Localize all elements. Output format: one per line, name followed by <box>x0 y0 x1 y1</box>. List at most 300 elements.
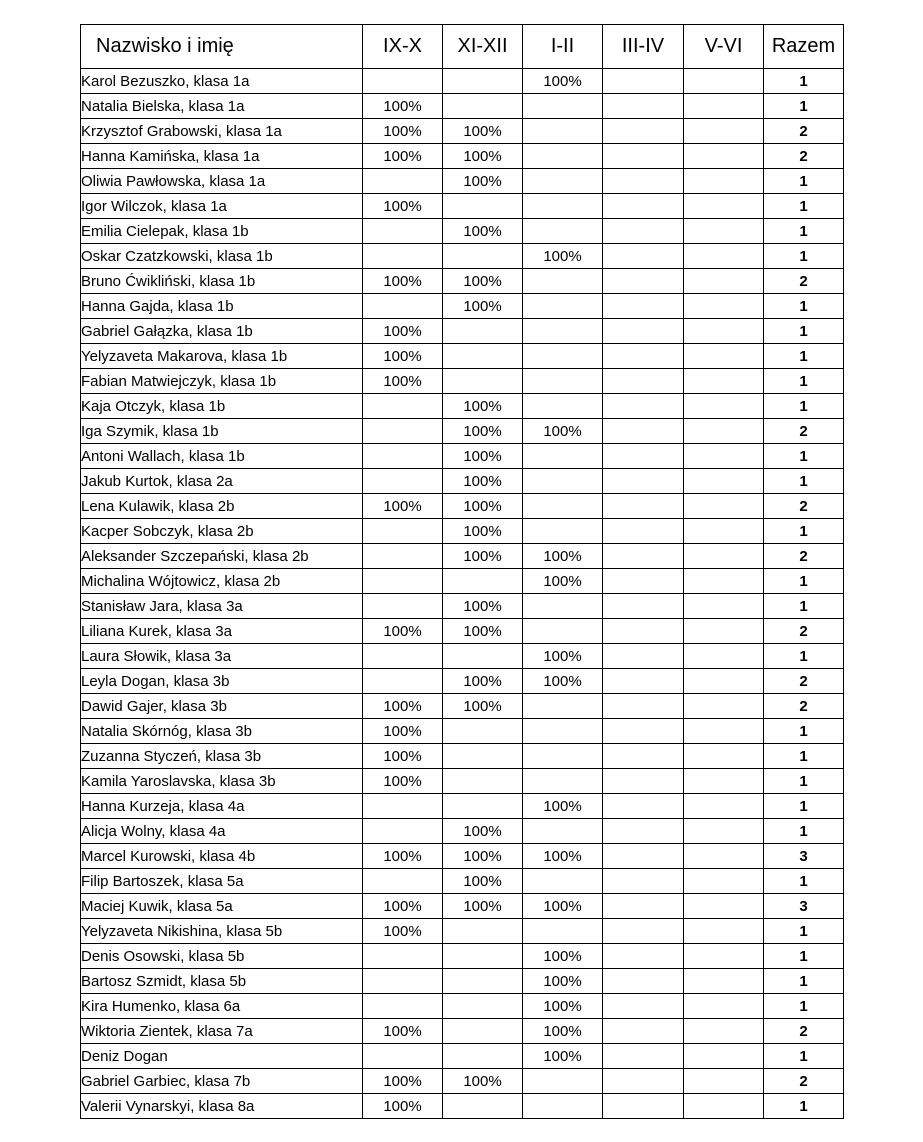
i-ii-cell: 100% <box>523 994 603 1019</box>
i-ii-cell <box>523 119 603 144</box>
iii-iv-cell <box>603 594 684 619</box>
i-ii-cell: 100% <box>523 644 603 669</box>
ix-x-cell: 100% <box>363 1069 443 1094</box>
student-name-cell: Fabian Matwiejczyk, klasa 1b <box>81 369 363 394</box>
total-cell: 1 <box>764 969 844 994</box>
v-vi-cell <box>684 1019 764 1044</box>
v-vi-cell <box>684 444 764 469</box>
ix-x-cell <box>363 294 443 319</box>
ix-x-cell <box>363 469 443 494</box>
table-row <box>81 869 844 894</box>
iii-iv-cell <box>603 1069 684 1094</box>
table-row <box>81 144 844 169</box>
i-ii-cell <box>523 619 603 644</box>
xi-xii-cell <box>443 919 523 944</box>
student-name-cell: Zuzanna Styczeń, klasa 3b <box>81 744 363 769</box>
i-ii-cell: 100% <box>523 569 603 594</box>
total-cell: 1 <box>764 919 844 944</box>
table-row <box>81 844 844 869</box>
i-ii-cell <box>523 194 603 219</box>
total-cell: 1 <box>764 369 844 394</box>
ix-x-cell: 100% <box>363 844 443 869</box>
v-vi-cell <box>684 994 764 1019</box>
v-vi-cell <box>684 794 764 819</box>
iii-iv-cell <box>603 944 684 969</box>
table-row <box>81 769 844 794</box>
table-row <box>81 594 844 619</box>
ix-x-cell <box>363 994 443 1019</box>
total-cell: 2 <box>764 669 844 694</box>
xi-xii-cell <box>443 569 523 594</box>
student-name-cell: Bartosz Szmidt, klasa 5b <box>81 969 363 994</box>
v-vi-cell <box>684 294 764 319</box>
v-vi-cell <box>684 269 764 294</box>
i-ii-cell <box>523 1069 603 1094</box>
total-cell: 1 <box>764 594 844 619</box>
student-name-cell: Yelyzaveta Nikishina, klasa 5b <box>81 919 363 944</box>
i-ii-cell <box>523 919 603 944</box>
xi-xii-cell <box>443 194 523 219</box>
v-vi-cell <box>684 569 764 594</box>
iii-iv-cell <box>603 1019 684 1044</box>
student-name-cell: Wiktoria Zientek, klasa 7a <box>81 1019 363 1044</box>
student-name-cell: Stanisław Jara, klasa 3a <box>81 594 363 619</box>
iii-iv-cell <box>603 719 684 744</box>
table-row <box>81 1094 844 1119</box>
i-ii-cell <box>523 769 603 794</box>
table-row <box>81 969 844 994</box>
i-ii-cell <box>523 219 603 244</box>
table-row <box>81 219 844 244</box>
student-name-cell: Krzysztof Grabowski, klasa 1a <box>81 119 363 144</box>
iii-iv-cell <box>603 669 684 694</box>
total-cell: 1 <box>764 744 844 769</box>
xi-xii-cell <box>443 719 523 744</box>
iii-iv-cell <box>603 744 684 769</box>
xi-xii-cell: 100% <box>443 519 523 544</box>
v-vi-cell <box>684 244 764 269</box>
total-cell: 1 <box>764 794 844 819</box>
total-cell: 1 <box>764 294 844 319</box>
v-vi-cell <box>684 219 764 244</box>
iii-iv-cell <box>603 394 684 419</box>
xi-xii-cell <box>443 969 523 994</box>
student-name-cell: Kamila Yaroslavska, klasa 3b <box>81 769 363 794</box>
table-row <box>81 994 844 1019</box>
v-vi-cell <box>684 319 764 344</box>
ix-x-cell <box>363 244 443 269</box>
total-cell: 1 <box>764 819 844 844</box>
xi-xii-cell <box>443 794 523 819</box>
iii-iv-cell <box>603 169 684 194</box>
v-vi-cell <box>684 844 764 869</box>
v-vi-cell <box>684 669 764 694</box>
table-header <box>81 25 844 69</box>
student-name-cell: Liliana Kurek, klasa 3a <box>81 619 363 644</box>
ix-x-cell: 100% <box>363 769 443 794</box>
iii-iv-cell <box>603 1044 684 1069</box>
table-row <box>81 519 844 544</box>
iii-iv-cell <box>603 619 684 644</box>
student-name-cell: Laura Słowik, klasa 3a <box>81 644 363 669</box>
v-vi-cell <box>684 969 764 994</box>
student-name-cell: Michalina Wójtowicz, klasa 2b <box>81 569 363 594</box>
student-name-cell: Kacper Sobczyk, klasa 2b <box>81 519 363 544</box>
iii-iv-cell <box>603 794 684 819</box>
iii-iv-cell <box>603 369 684 394</box>
v-vi-cell <box>684 944 764 969</box>
ix-x-cell <box>363 644 443 669</box>
i-ii-cell <box>523 144 603 169</box>
ix-x-cell: 100% <box>363 719 443 744</box>
table-row <box>81 269 844 294</box>
student-name-cell: Iga Szymik, klasa 1b <box>81 419 363 444</box>
v-vi-cell <box>684 694 764 719</box>
iii-iv-cell <box>603 244 684 269</box>
ix-x-cell: 100% <box>363 369 443 394</box>
ix-x-cell <box>363 519 443 544</box>
xi-xii-cell: 100% <box>443 869 523 894</box>
i-ii-cell <box>523 94 603 119</box>
iii-iv-cell <box>603 844 684 869</box>
total-cell: 1 <box>764 569 844 594</box>
student-name-cell: Antoni Wallach, klasa 1b <box>81 444 363 469</box>
v-vi-cell <box>684 1094 764 1119</box>
xi-xii-cell <box>443 994 523 1019</box>
ix-x-cell <box>363 394 443 419</box>
iii-iv-cell <box>603 319 684 344</box>
student-name-cell: Kaja Otczyk, klasa 1b <box>81 394 363 419</box>
student-name-cell: Bruno Ćwikliński, klasa 1b <box>81 269 363 294</box>
iii-iv-cell <box>603 869 684 894</box>
v-vi-cell <box>684 619 764 644</box>
xi-xii-cell: 100% <box>443 619 523 644</box>
student-name-cell: Hanna Gajda, klasa 1b <box>81 294 363 319</box>
iii-iv-cell <box>603 469 684 494</box>
total-cell: 1 <box>764 1094 844 1119</box>
header-iii-iv: III-IV <box>603 25 684 69</box>
i-ii-cell <box>523 369 603 394</box>
i-ii-cell <box>523 394 603 419</box>
total-cell: 1 <box>764 194 844 219</box>
iii-iv-cell <box>603 419 684 444</box>
iii-iv-cell <box>603 544 684 569</box>
iii-iv-cell <box>603 294 684 319</box>
v-vi-cell <box>684 94 764 119</box>
total-cell: 1 <box>764 169 844 194</box>
xi-xii-cell <box>443 319 523 344</box>
table-row <box>81 344 844 369</box>
v-vi-cell <box>684 719 764 744</box>
v-vi-cell <box>684 369 764 394</box>
table-row <box>81 744 844 769</box>
table-row <box>81 694 844 719</box>
i-ii-cell <box>523 319 603 344</box>
table-row <box>81 919 844 944</box>
total-cell: 1 <box>764 769 844 794</box>
table-row <box>81 369 844 394</box>
header-xi-xii: XI-XII <box>443 25 523 69</box>
student-name-cell: Aleksander Szczepański, klasa 2b <box>81 544 363 569</box>
table-body <box>81 69 844 1119</box>
total-cell: 2 <box>764 494 844 519</box>
i-ii-cell: 100% <box>523 844 603 869</box>
xi-xii-cell <box>443 94 523 119</box>
i-ii-cell <box>523 719 603 744</box>
header-row <box>81 25 844 69</box>
table-row <box>81 619 844 644</box>
student-name-cell: Natalia Bielska, klasa 1a <box>81 94 363 119</box>
ix-x-cell: 100% <box>363 94 443 119</box>
total-cell: 2 <box>764 694 844 719</box>
student-name-cell: Gabriel Gałązka, klasa 1b <box>81 319 363 344</box>
iii-iv-cell <box>603 119 684 144</box>
iii-iv-cell <box>603 694 684 719</box>
ix-x-cell: 100% <box>363 269 443 294</box>
table-row <box>81 944 844 969</box>
v-vi-cell <box>684 344 764 369</box>
iii-iv-cell <box>603 569 684 594</box>
xi-xii-cell: 100% <box>443 419 523 444</box>
ix-x-cell <box>363 444 443 469</box>
student-name-cell: Hanna Kurzeja, klasa 4a <box>81 794 363 819</box>
i-ii-cell <box>523 294 603 319</box>
i-ii-cell <box>523 744 603 769</box>
table-row <box>81 294 844 319</box>
header-i-ii: I-II <box>523 25 603 69</box>
iii-iv-cell <box>603 1094 684 1119</box>
v-vi-cell <box>684 394 764 419</box>
total-cell: 1 <box>764 994 844 1019</box>
student-name-cell: Yelyzaveta Makarova, klasa 1b <box>81 344 363 369</box>
total-cell: 2 <box>764 619 844 644</box>
total-cell: 2 <box>764 269 844 294</box>
v-vi-cell <box>684 894 764 919</box>
total-cell: 2 <box>764 419 844 444</box>
student-name-cell: Gabriel Garbiec, klasa 7b <box>81 1069 363 1094</box>
total-cell: 1 <box>764 944 844 969</box>
student-name-cell: Hanna Kamińska, klasa 1a <box>81 144 363 169</box>
header-total: Razem <box>764 25 844 69</box>
xi-xii-cell: 100% <box>443 819 523 844</box>
v-vi-cell <box>684 919 764 944</box>
table-row <box>81 1069 844 1094</box>
ix-x-cell: 100% <box>363 919 443 944</box>
i-ii-cell: 100% <box>523 944 603 969</box>
ix-x-cell <box>363 1044 443 1069</box>
v-vi-cell <box>684 119 764 144</box>
v-vi-cell <box>684 819 764 844</box>
xi-xii-cell: 100% <box>443 144 523 169</box>
total-cell: 1 <box>764 869 844 894</box>
xi-xii-cell: 100% <box>443 594 523 619</box>
xi-xii-cell: 100% <box>443 444 523 469</box>
v-vi-cell <box>684 494 764 519</box>
i-ii-cell: 100% <box>523 969 603 994</box>
ix-x-cell <box>363 419 443 444</box>
i-ii-cell: 100% <box>523 894 603 919</box>
table-row <box>81 819 844 844</box>
student-name-cell: Igor Wilczok, klasa 1a <box>81 194 363 219</box>
iii-iv-cell <box>603 444 684 469</box>
student-name-cell: Denis Osowski, klasa 5b <box>81 944 363 969</box>
ix-x-cell <box>363 219 443 244</box>
iii-iv-cell <box>603 894 684 919</box>
student-name-cell: Karol Bezuszko, klasa 1a <box>81 69 363 94</box>
total-cell: 2 <box>764 1019 844 1044</box>
table-row <box>81 1044 844 1069</box>
ix-x-cell <box>363 869 443 894</box>
xi-xii-cell: 100% <box>443 844 523 869</box>
xi-xii-cell: 100% <box>443 394 523 419</box>
table-row <box>81 1019 844 1044</box>
v-vi-cell <box>684 1069 764 1094</box>
student-name-cell: Lena Kulawik, klasa 2b <box>81 494 363 519</box>
xi-xii-cell <box>443 244 523 269</box>
total-cell: 2 <box>764 144 844 169</box>
student-name-cell: Natalia Skórnóg, klasa 3b <box>81 719 363 744</box>
total-cell: 1 <box>764 394 844 419</box>
table-row <box>81 244 844 269</box>
iii-iv-cell <box>603 69 684 94</box>
ix-x-cell: 100% <box>363 619 443 644</box>
student-name-cell: Oskar Czatzkowski, klasa 1b <box>81 244 363 269</box>
student-name-cell: Leyla Dogan, klasa 3b <box>81 669 363 694</box>
table-row <box>81 69 844 94</box>
ix-x-cell <box>363 669 443 694</box>
xi-xii-cell: 100% <box>443 269 523 294</box>
xi-xii-cell <box>443 944 523 969</box>
xi-xii-cell: 100% <box>443 119 523 144</box>
table-row <box>81 894 844 919</box>
i-ii-cell: 100% <box>523 544 603 569</box>
v-vi-cell <box>684 519 764 544</box>
ix-x-cell: 100% <box>363 744 443 769</box>
i-ii-cell <box>523 269 603 294</box>
student-name-cell: Emilia Cielepak, klasa 1b <box>81 219 363 244</box>
table-row <box>81 544 844 569</box>
v-vi-cell <box>684 544 764 569</box>
table-row <box>81 169 844 194</box>
student-name-cell: Marcel Kurowski, klasa 4b <box>81 844 363 869</box>
table-row <box>81 669 844 694</box>
student-name-cell: Alicja Wolny, klasa 4a <box>81 819 363 844</box>
i-ii-cell <box>523 169 603 194</box>
xi-xii-cell: 100% <box>443 1069 523 1094</box>
iii-iv-cell <box>603 269 684 294</box>
i-ii-cell: 100% <box>523 1044 603 1069</box>
total-cell: 1 <box>764 519 844 544</box>
total-cell: 2 <box>764 544 844 569</box>
xi-xii-cell: 100% <box>443 544 523 569</box>
ix-x-cell <box>363 544 443 569</box>
total-cell: 1 <box>764 719 844 744</box>
student-name-cell: Jakub Kurtok, klasa 2a <box>81 469 363 494</box>
table-row <box>81 569 844 594</box>
xi-xii-cell <box>443 69 523 94</box>
ix-x-cell: 100% <box>363 494 443 519</box>
v-vi-cell <box>684 194 764 219</box>
header-v-vi: V-VI <box>684 25 764 69</box>
iii-iv-cell <box>603 969 684 994</box>
ix-x-cell: 100% <box>363 319 443 344</box>
ix-x-cell: 100% <box>363 894 443 919</box>
v-vi-cell <box>684 869 764 894</box>
ix-x-cell <box>363 594 443 619</box>
i-ii-cell <box>523 594 603 619</box>
ix-x-cell: 100% <box>363 119 443 144</box>
total-cell: 1 <box>764 444 844 469</box>
i-ii-cell <box>523 444 603 469</box>
table-row <box>81 394 844 419</box>
i-ii-cell <box>523 869 603 894</box>
xi-xii-cell <box>443 1019 523 1044</box>
xi-xii-cell <box>443 644 523 669</box>
v-vi-cell <box>684 469 764 494</box>
i-ii-cell <box>523 469 603 494</box>
v-vi-cell <box>684 1044 764 1069</box>
total-cell: 1 <box>764 69 844 94</box>
ix-x-cell <box>363 794 443 819</box>
ix-x-cell <box>363 819 443 844</box>
xi-xii-cell: 100% <box>443 894 523 919</box>
v-vi-cell <box>684 744 764 769</box>
xi-xii-cell <box>443 369 523 394</box>
xi-xii-cell: 100% <box>443 669 523 694</box>
xi-xii-cell: 100% <box>443 694 523 719</box>
i-ii-cell <box>523 494 603 519</box>
ix-x-cell <box>363 944 443 969</box>
iii-iv-cell <box>603 919 684 944</box>
xi-xii-cell <box>443 1094 523 1119</box>
total-cell: 1 <box>764 644 844 669</box>
student-name-cell: Valerii Vynarskyi, klasa 8a <box>81 1094 363 1119</box>
i-ii-cell <box>523 819 603 844</box>
ix-x-cell: 100% <box>363 194 443 219</box>
total-cell: 1 <box>764 469 844 494</box>
v-vi-cell <box>684 594 764 619</box>
table-row <box>81 319 844 344</box>
i-ii-cell: 100% <box>523 669 603 694</box>
student-name-cell: Deniz Dogan <box>81 1044 363 1069</box>
ix-x-cell <box>363 69 443 94</box>
v-vi-cell <box>684 69 764 94</box>
xi-xii-cell: 100% <box>443 294 523 319</box>
xi-xii-cell <box>443 769 523 794</box>
v-vi-cell <box>684 644 764 669</box>
ix-x-cell: 100% <box>363 694 443 719</box>
i-ii-cell: 100% <box>523 244 603 269</box>
student-name-cell: Kira Humenko, klasa 6a <box>81 994 363 1019</box>
table-row <box>81 644 844 669</box>
iii-iv-cell <box>603 94 684 119</box>
iii-iv-cell <box>603 494 684 519</box>
table-row <box>81 469 844 494</box>
iii-iv-cell <box>603 769 684 794</box>
ix-x-cell: 100% <box>363 144 443 169</box>
i-ii-cell: 100% <box>523 794 603 819</box>
table-row <box>81 94 844 119</box>
v-vi-cell <box>684 169 764 194</box>
student-name-cell: Dawid Gajer, klasa 3b <box>81 694 363 719</box>
total-cell: 1 <box>764 344 844 369</box>
ix-x-cell: 100% <box>363 1019 443 1044</box>
ix-x-cell <box>363 969 443 994</box>
header-ix-x: IX-X <box>363 25 443 69</box>
xi-xii-cell: 100% <box>443 494 523 519</box>
table-row <box>81 194 844 219</box>
xi-xii-cell <box>443 1044 523 1069</box>
